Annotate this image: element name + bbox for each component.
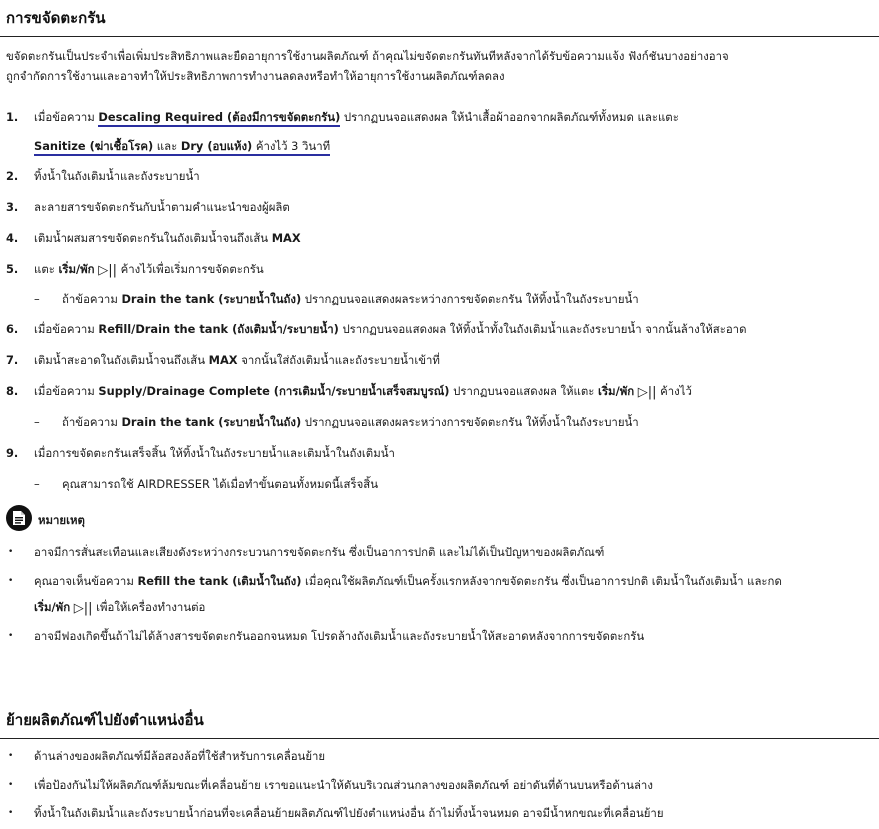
bullet-text: ด้านล่างของผลิตภัณฑ์มีล้อสองล้อที่ใช้สำหรับการเคลื่อนย้าย	[34, 749, 326, 763]
text: ปรากฏบนจอแสดงผลระหว่างการขจัดตะกรัน ให้ทิ้งน้ำในถังระบายน้ำ	[301, 415, 639, 429]
step-number: 6.	[6, 322, 19, 336]
text: ปรากฏบนจอแสดงผล ให้แตะ	[449, 384, 599, 398]
bullet: •	[8, 751, 14, 761]
play-pause-icon: ▷||	[98, 263, 117, 278]
step-number: 2.	[6, 169, 19, 183]
message-refill-tank: Refill the tank (เติมน้ำในถัง)	[137, 574, 302, 588]
step-number: 8.	[6, 384, 19, 398]
start-pause-label: เริ่ม/พัก	[34, 600, 71, 614]
text: ค้างไว้	[656, 384, 692, 398]
message-descaling-required: Descaling Required (ต้องมีการขจัดตะกรัน)	[98, 110, 340, 127]
text: แตะ	[34, 262, 59, 276]
bullet-text: อาจมีการสั่นสะเทือนและเสียงดังระหว่างกระบวนการขจัดตะกรัน ซึ่งเป็นอาการปกติ และไม่ได้เป็นปัญหาของผลิตภัณฑ์	[34, 545, 605, 559]
bullet-text: เพื่อป้องกันไม่ให้ผลิตภัณฑ์ล้มขณะที่เคลื่อนย้าย เราขอแนะนำให้ดันบริเวณส่วนกลางของผลิตภัณฑ์ อย่าดันที่ด้านบนหรือด้านล่าง	[34, 778, 653, 792]
bullet: •	[8, 808, 14, 818]
message-refill-drain: Refill/Drain the tank (ถังเติมน้ำ/ระบายน้ำ)	[98, 322, 339, 336]
step-text	[34, 350, 440, 370]
dash-marker: –	[34, 415, 40, 429]
text: คุณอาจเห็นข้อความ	[34, 574, 138, 588]
dash-marker: –	[34, 477, 40, 491]
text: จากนั้นใส่ถังเติมน้ำและถังระบายน้ำเข้าที่	[237, 353, 440, 367]
note-title: หมายเหตุ	[38, 513, 85, 527]
step-text	[34, 381, 692, 401]
dash-marker: –	[34, 292, 40, 306]
text: เติมน้ำผสมสารขจัดตะกรันในถังเติมน้ำจนถึงเส้น	[34, 231, 272, 245]
max-label: MAX	[208, 353, 238, 367]
text: ถ้าข้อความ	[62, 292, 122, 306]
text: ปรากฏบนจอแสดงผล ให้นำเสื้อผ้าออกจากผลิตภัณฑ์ทั้งหมด และแตะ	[340, 110, 679, 124]
descaling-section	[0, 6, 879, 37]
section-title-descaling: การขจัดตะกรัน	[0, 6, 879, 37]
step-number: 7.	[6, 353, 19, 367]
text: เมื่อคุณใช้ผลิตภัณฑ์เป็นครั้งแรกหลังจากขจัดตะกรัน ซึ่งเป็นอาการปกติ เติมน้ำในถังเติมน้ำ และกด	[301, 574, 782, 588]
step-number: 1.	[6, 110, 19, 124]
note-header	[0, 505, 871, 533]
text: เติมน้ำสะอาดในถังเติมน้ำจนถึงเส้น	[34, 353, 209, 367]
bullet: •	[8, 780, 14, 790]
text: ถ้าข้อความ	[62, 415, 122, 429]
bullet: •	[8, 576, 14, 586]
note-icon	[6, 505, 32, 531]
start-pause-label: เริ่ม/พัก	[58, 262, 95, 276]
play-pause-icon: ▷||	[637, 385, 657, 400]
text: เมื่อข้อความ	[34, 110, 99, 124]
section-title-moving: ย้ายผลิตภัณฑ์ไปยังตำแหน่งอื่น	[0, 708, 879, 739]
text: ปรากฏบนจอแสดงผลระหว่างการขจัดตะกรัน ให้ทิ้งน้ำในถังระบายน้ำ	[301, 292, 639, 306]
text: ปรากฏบนจอแสดงผล ให้ทิ้งน้ำทั้งในถังเติมน้ำและถังระบายน้ำ จากนั้นล้างให้สะอาด	[338, 322, 747, 336]
step-text	[34, 107, 679, 127]
bullet-text: ทิ้งน้ำในถังเติมน้ำและถังระบายน้ำก่อนที่จะเคลื่อนย้ายผลิตภัณฑ์ไปยังตำแหน่งอื่น ถ้าไม่ทิ้งน้ำจนหมด อาจมีน้ำหกขณะที่เคลื่อนย้าย	[34, 806, 664, 820]
intro-line-1: ขจัดตะกรันเป็นประจำเพื่อเพิ่มประสิทธิภาพและยืดอายุการใช้งานผลิตภัณฑ์ ถ้าคุณไม่ขจัดตะกรันทันทีหลังจากได้รับข้อความแจ้ง ฟังก์ชันบางอย่างอาจ	[6, 49, 729, 63]
sub-text	[62, 289, 639, 309]
step-text: ทิ้งน้ำในถังเติมน้ำและถังระบายน้ำ	[34, 169, 200, 183]
message-drain-tank: Drain the tank (ระบายน้ำในถัง)	[121, 292, 302, 306]
message-supply-complete: Supply/Drainage Complete (การเติมน้ำ/ระบายน้ำเสร็จสมบูรณ์)	[98, 384, 450, 398]
sub-text	[62, 412, 639, 432]
step-text: ละลายสารขจัดตะกรันกับน้ำตามคำแนะนำของผู้ผลิต	[34, 200, 290, 214]
max-label: MAX	[271, 231, 301, 245]
text: ค้างไว้ 3 วินาที	[252, 139, 330, 156]
text: เมื่อข้อความ	[34, 384, 99, 398]
bullet: •	[8, 631, 14, 641]
step-number: 4.	[6, 231, 19, 245]
text: และ	[153, 139, 181, 156]
step-number: 9.	[6, 446, 19, 460]
step-text	[34, 136, 330, 156]
intro-paragraph	[6, 46, 871, 86]
sanitize-button-label: Sanitize (ฆ่าเชื้อโรค)	[34, 139, 153, 156]
bullet-text: อาจมีฟองเกิดขึ้นถ้าไม่ได้ล้างสารขจัดตะกรันออกจนหมด โปรดล้างถังเติมน้ำและถังระบายน้ำให้สะอาดหลังจากการขจัดตะกรัน	[34, 629, 645, 643]
step-text: เมื่อการขจัดตะกรันเสร็จสิ้น ให้ทิ้งน้ำในถังระบายน้ำและเติมน้ำในถังเติมน้ำ	[34, 446, 395, 460]
step-number: 3.	[6, 200, 19, 214]
play-pause-icon: ▷||	[73, 601, 93, 616]
moving-section	[0, 708, 879, 739]
step-text	[34, 259, 264, 279]
step-text	[34, 319, 746, 339]
dry-button-label: Dry (อบแห้ง)	[181, 139, 252, 156]
step-number: 5.	[6, 262, 19, 276]
bullet-text	[34, 597, 205, 617]
start-pause-label: เริ่ม/พัก	[598, 384, 635, 398]
text: ค้างไว้เพื่อเริ่มการขจัดตะกรัน	[116, 262, 264, 276]
bullet: •	[8, 547, 14, 557]
text: เมื่อข้อความ	[34, 322, 99, 336]
message-drain-tank: Drain the tank (ระบายน้ำในถัง)	[121, 415, 302, 429]
bullet-text	[34, 571, 782, 591]
sub-text: คุณสามารถใช้ AIRDRESSER ได้เมื่อทำขั้นตอนทั้งหมดนี้เสร็จสิ้น	[62, 477, 379, 491]
text: เพื่อให้เครื่องทำงานต่อ	[92, 600, 206, 614]
step-text	[34, 228, 301, 248]
intro-line-2: ถูกจำกัดการใช้งานและอาจทำให้ประสิทธิภาพการทำงานลดลงหรือทำให้อายุการใช้งานผลิตภัณฑ์ลดลง	[6, 69, 505, 83]
